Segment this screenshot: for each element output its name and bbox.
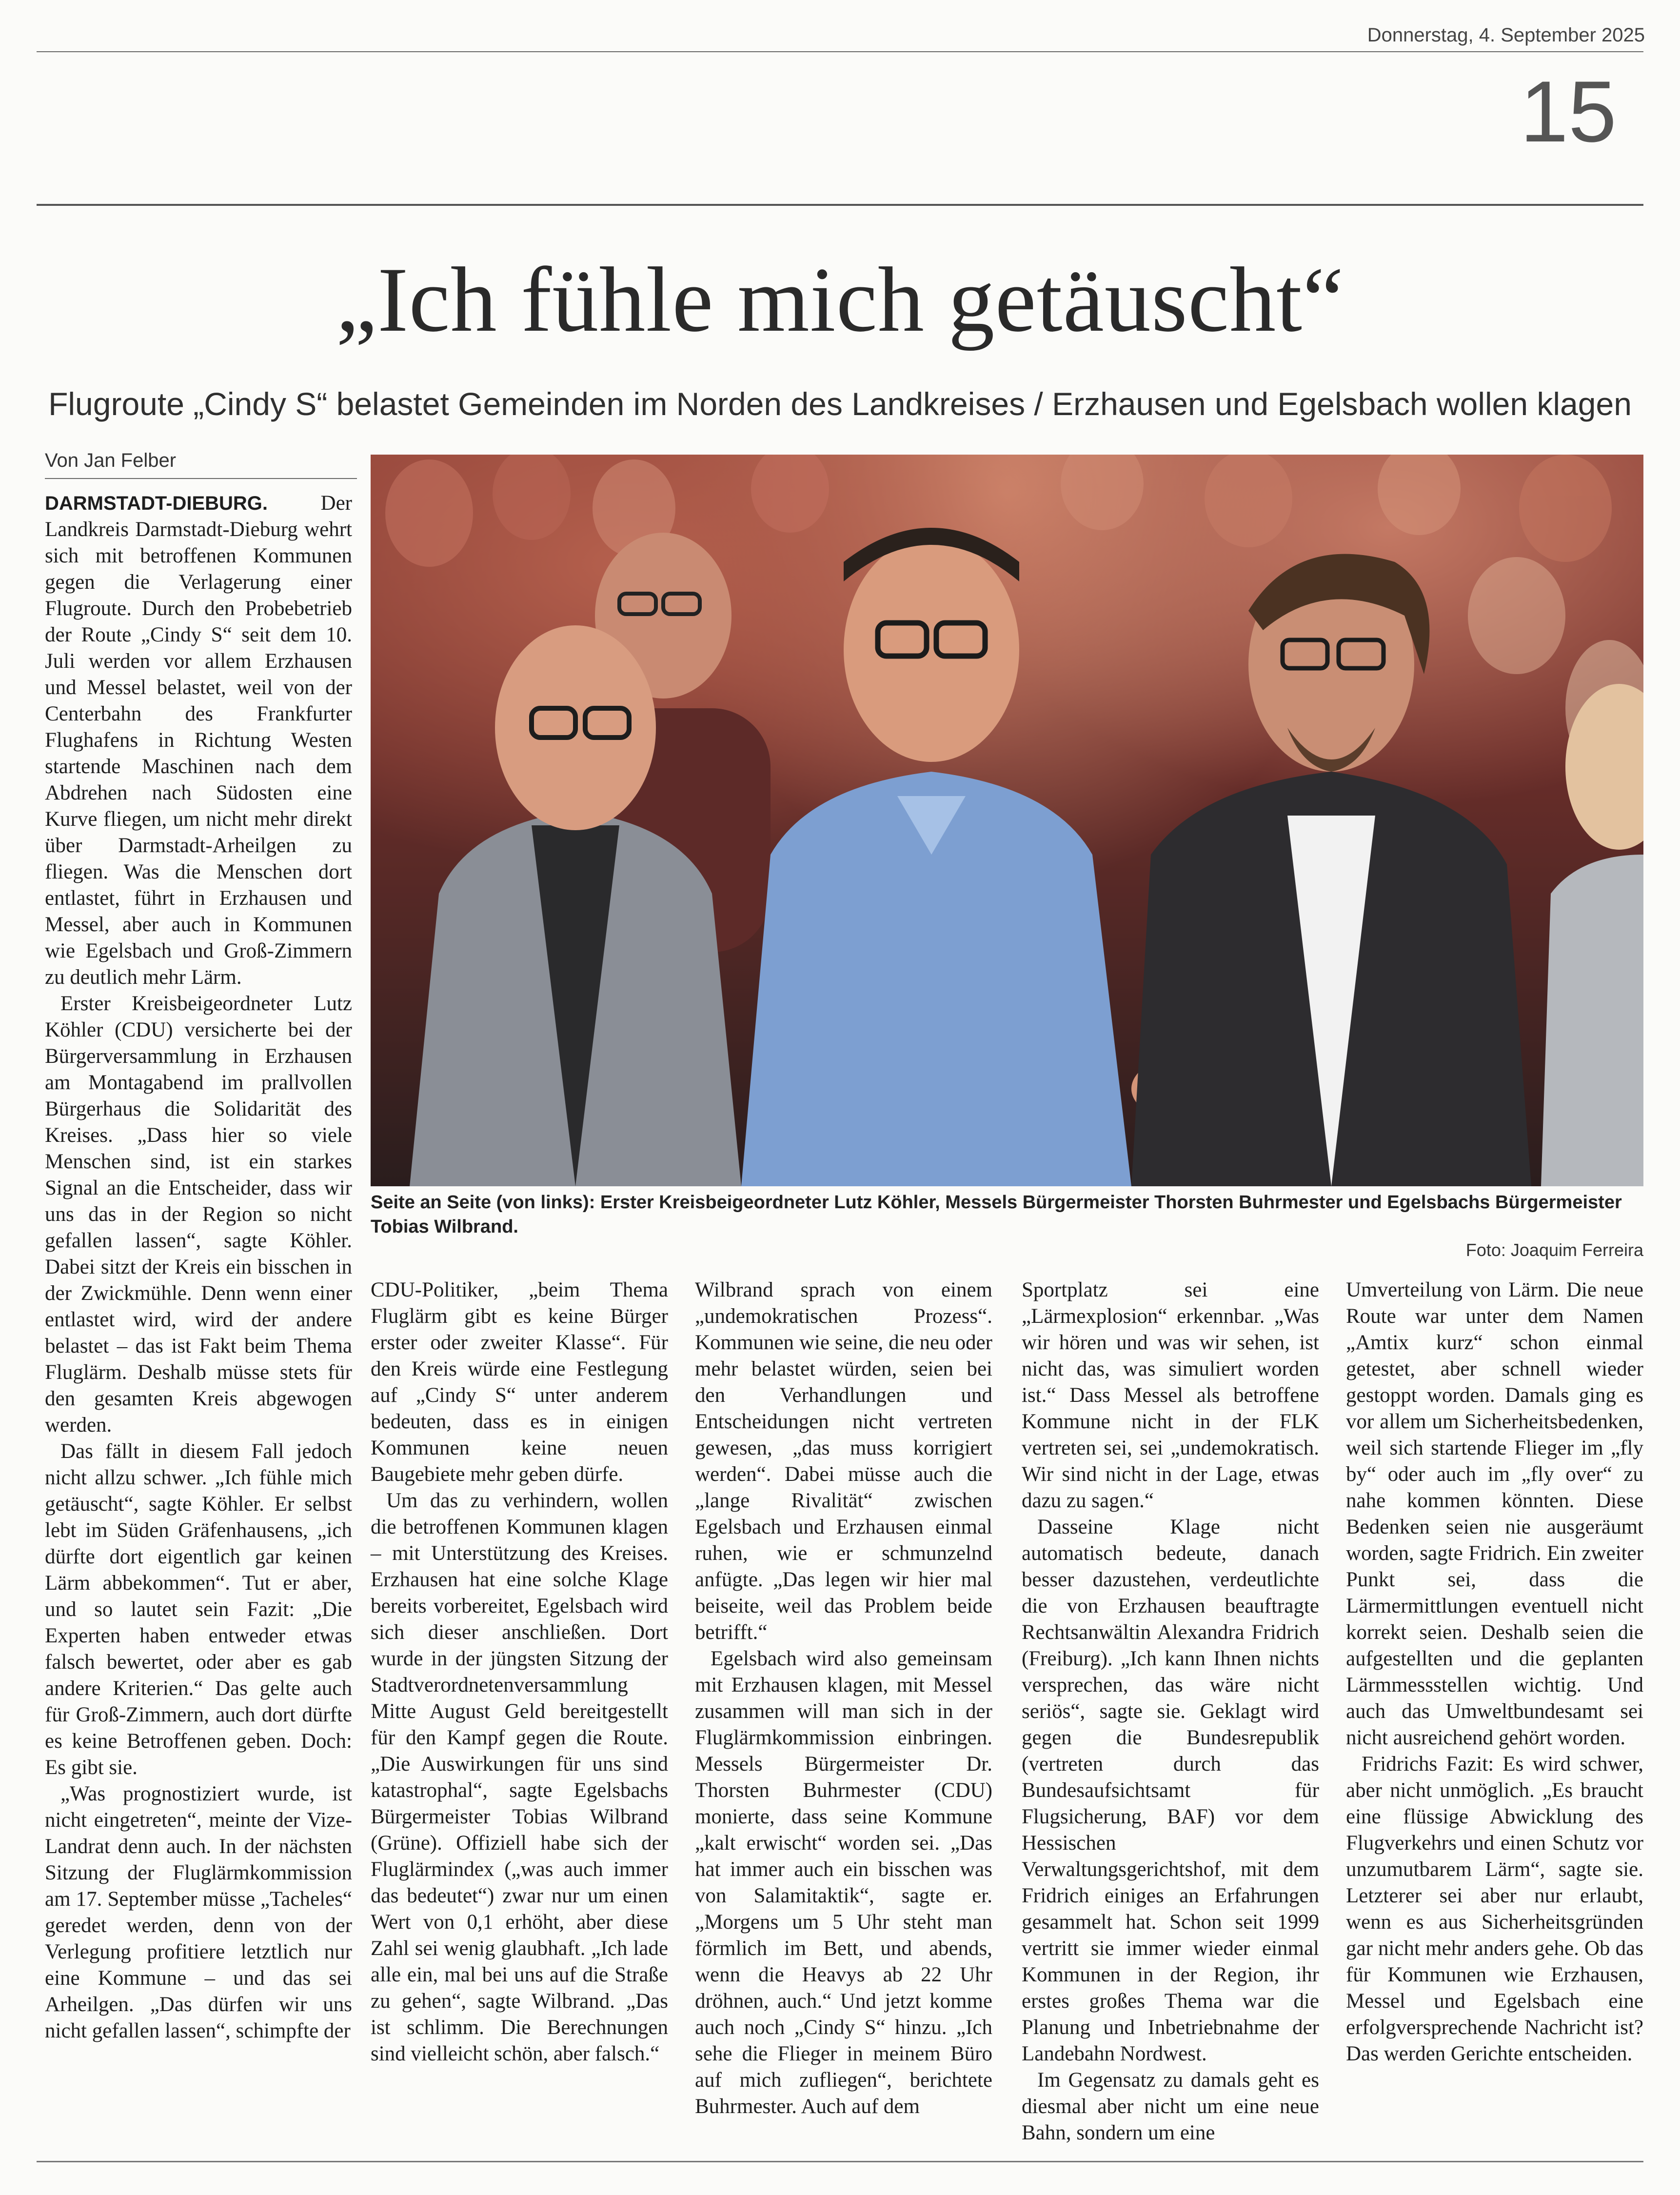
headline: „Ich fühle mich getäuscht“ xyxy=(336,249,1344,351)
article-column-2 xyxy=(371,1277,668,2067)
photo-credit: Foto: Joaquim Ferreira xyxy=(1465,1240,1643,1260)
article-column-1 xyxy=(45,490,352,2044)
paragraph: Erster Kreisbeigeordneter Lutz Köhler (CDU) versicherte bei der Bürgerversammlung in Erzhausen am Montagabend im prallvollen Bürgerhaus die Solidarität des Kreises. „Dass hier so viele Menschen sind, ist ein starkes Signal an die Entscheider, dass wir uns das in der Region so nicht gefallen lassen“, sagte Köhler. Dabei sitzt der Kreis ein bisschen in der Zwickmühle. Denn wenn einer entlastet wird, wird der andere belastet – das ist Fakt beim Thema Fluglärm. Deshalb müsse stets für den gesamten Kreis abgewogen werden. xyxy=(45,992,352,1437)
paragraph: CDU-Politiker, „beim Thema Fluglärm gibt es keine Bürger erster oder zweiter Klasse“. Für den Kreis würde eine Festlegung auf „Cindy S“ unter anderem bedeuten, dass es in einigen Kommunen keine neuen Baugebiete mehr geben dürfe. xyxy=(371,1278,668,1486)
page-number: 15 xyxy=(1520,63,1617,160)
paragraph: Umverteilung von Lärm. Die neue Route war unter dem Namen „Amtix kurz“ schon einmal getestet, aber schnell wieder gestoppt worden. Damals ging es vor allem um Sicherheitsbedenken, weil sich startende Flieger im „fly by“ oder auch im „fly over“ zu nahe kommen könnten. Diese Bedenken seien nie ausgeräumt worden, sagte Fridrich. Ein zweiter Punkt sei, dass die Lärmermittlungen eventuell nicht korrekt seien. Deshalb seien die aufgestellten und die geplanten Lärmmessstellen wichtig. Und auch das Umweltbundesamt sei nicht ausreichend gehört worden. xyxy=(1346,1278,1643,1749)
article-column-3 xyxy=(695,1277,992,2120)
paragraph: Wilbrand sprach von einem „undemokratischen Prozess“. Kommunen wie seine, die neu oder mehr belastet würden, seien bei den Verhandlungen und Entscheidungen nicht vertreten gewesen, „das muss korrigiert werden“. Dabei müsse auch die „lange Rivalität“ zwischen Egelsbach und Erzhausen einmal ruhen, wie er schmunzelnd anfügte. „Das legen wir hier mal beiseite, weil das Problem beide betrifft.“ xyxy=(695,1278,992,1644)
paragraph: Um das zu verhindern, wollen die betroffenen Kommunen klagen – mit Unterstützung des Kreises. Erzhausen hat eine solche Klage bereits vorbereitet, Egelsbach wird sich dieser anschließen. Dort wurde in der jüngsten Sitzung der Stadtverordnetenversammlung Mitte August Geld bereitgestellt für den Kampf gegen die Route. „Die Auswirkungen für uns sind katastrophal“, sagte Egelsbachs Bürgermeister Tobias Wilbrand (Grüne). Offiziell habe sich der Fluglärmindex („was auch immer das bedeutet“) zwar nur um einen Wert von 0,1 erhöht, aber diese Zahl sei wenig glaubhaft. „Ich lade alle ein, mal bei uns auf die Straße zu gehen“, sagte Wilbrand. „Das ist schlimm. Die Berechnungen sind vielleicht schön, aber falsch.“ xyxy=(371,1489,668,2065)
subheadline: Flugroute „Cindy S“ belastet Gemeinden im Norden des Landkreises / Erzhausen und Egelsbach wollen klagen xyxy=(48,386,1632,422)
paragraph: Egelsbach wird also gemeinsam mit Erzhausen klagen, mit Messel zusammen will man sich in der Fluglärmkommission einbringen. Messels Bürgermeister Dr. Thorsten Buhrmester (CDU) monierte, dass seine Kommune „kalt erwischt“ worden sei. „Das hat immer auch ein bisschen was von Salamitaktik“, sagte er. „Morgens um 5 Uhr steht man förmlich im Bett, und abends, wenn die Heavys ab 22 Uhr dröhnen, auch.“ Und jetzt komme auch noch „Cindy S“ hinzu. „Ich sehe die Flieger in meinem Büro auf mich zufliegen“, berichtete Buhrmester. Auch auf dem xyxy=(695,1647,992,2118)
paragraph: „Was prognostiziert wurde, ist nicht eingetreten“, meinte der Vize-Landrat denn auch. In der nächsten Sitzung der Fluglärmkommission am 17. September müsse „Tacheles“ geredet werden, denn von der Verlegung profitiere letztlich nur eine Kommune – und das sei Arheilgen. „Das dürfen wir uns nicht gefallen lassen“, schimpfte der xyxy=(45,1782,352,2042)
paragraph-text: Der Landkreis Darmstadt-Dieburg wehrt sich mit betroffenen Kommunen gegen die Verlagerung einer Flugroute. Durch den Probebetrieb der Route „Cindy S“ seit dem 10. Juli werden vor allem Erzhausen und Messel belastet, weil von der Centerbahn des Frankfurter Flughafens in Richtung Westen startende Maschinen nach dem Abdrehen nach Südosten eine Kurve fliegen, um nicht mehr direkt über Darmstadt-Arheilgen zu fliegen. Was die Menschen dort entlastet, führt in Erzhausen und Messel, aber auch in Kommunen wie Egelsbach und Groß-Zimmern zu deutlich mehr Lärm. xyxy=(45,492,352,989)
paragraph: Das fällt in diesem Fall jedoch nicht allzu schwer. „Ich fühle mich getäuscht“, sagte Köhler. Er selbst lebt im Süden Gräfenhausens, „ich dürfte dort eigentlich gar keinen Lärm abbekommen“. Tut er aber, und so lautet sein Fazit: „Die Experten haben entweder etwas falsch bewertet, oder aber es gab andere Kriterien.“ Das gelte auch für Groß-Zimmern, auch dort dürfte es keine Betroffenen geben. Doch: Es gibt sie. xyxy=(45,1440,352,1779)
byline-rule xyxy=(45,478,357,479)
article-photo xyxy=(371,455,1643,1186)
paragraph: Dasseine Klage nicht automatisch bedeute, danach besser dazustehen, verdeutlichte die von Erzhausen beauftragte Rechtsanwältin Alexandra Fridrich (Freiburg). „Ich kann Ihnen nichts versprechen, das wäre nicht seriös“, sagte sie. Geklagt wird gegen die Bundesrepublik (vertreten durch das Bundesaufsichtsamt für Flugsicherung, BAF) vor dem Hessischen Verwaltungsgerichtshof, mit dem Fridrich einiges an Erfahrungen gesammelt hat. Schon seit 1999 vertritt sie immer wieder einmal Kommunen in der Region, ihr erstes großes Thema war die Planung und Inbetriebnahme der Landebahn Nordwest. xyxy=(1022,1516,1319,2065)
photo-illustration xyxy=(371,455,1643,1186)
dateline: DARMSTADT-DIEBURG. xyxy=(45,493,268,514)
photo-caption: Seite an Seite (von links): Erster Kreisbeigeordneter Lutz Köhler, Messels Bürgermeister Thorsten Buhrmester und Egelsbachs Bürgermeister Tobias Wilbrand. xyxy=(371,1192,1622,1237)
byline: Von Jan Felber xyxy=(45,450,177,471)
header-rule xyxy=(37,204,1643,206)
article-column-4 xyxy=(1022,1277,1319,2146)
paragraph xyxy=(45,490,352,991)
bottom-rule xyxy=(37,2161,1643,2162)
paragraph: Im Gegensatz zu damals geht es diesmal aber nicht um eine neue Bahn, sondern um eine xyxy=(1022,2069,1319,2144)
top-rule xyxy=(37,51,1643,52)
paragraph: Sportplatz sei eine „Lärmexplosion“ erkennbar. „Was wir hören und was wir sehen, ist nicht das, was simuliert worden ist.“ Dass Messel als betroffene Kommune nicht in der FLK vertreten sei, sei „undemokratisch. Wir sind nicht in der Lage, etwas dazu zu sagen.“ xyxy=(1022,1278,1319,1512)
issue-date: Donnerstag, 4. September 2025 xyxy=(1367,24,1645,46)
paragraph: Fridrichs Fazit: Es wird schwer, aber nicht unmöglich. „Es braucht eine flüssige Abwicklung des Flugverkehrs und einen Schutz vor unzumutbarem Lärm“, sagte sie. Letzterer sei aber nur erlaubt, wenn es aus Sicherheitsgründen gar nicht mehr anders gehe. Ob das für Kommunen wie Erzhausen, Messel und Egelsbach eine erfolgversprechende Nachricht ist? Das werden Gerichte entscheiden. xyxy=(1346,1753,1643,2065)
article-column-5 xyxy=(1346,1277,1643,2067)
